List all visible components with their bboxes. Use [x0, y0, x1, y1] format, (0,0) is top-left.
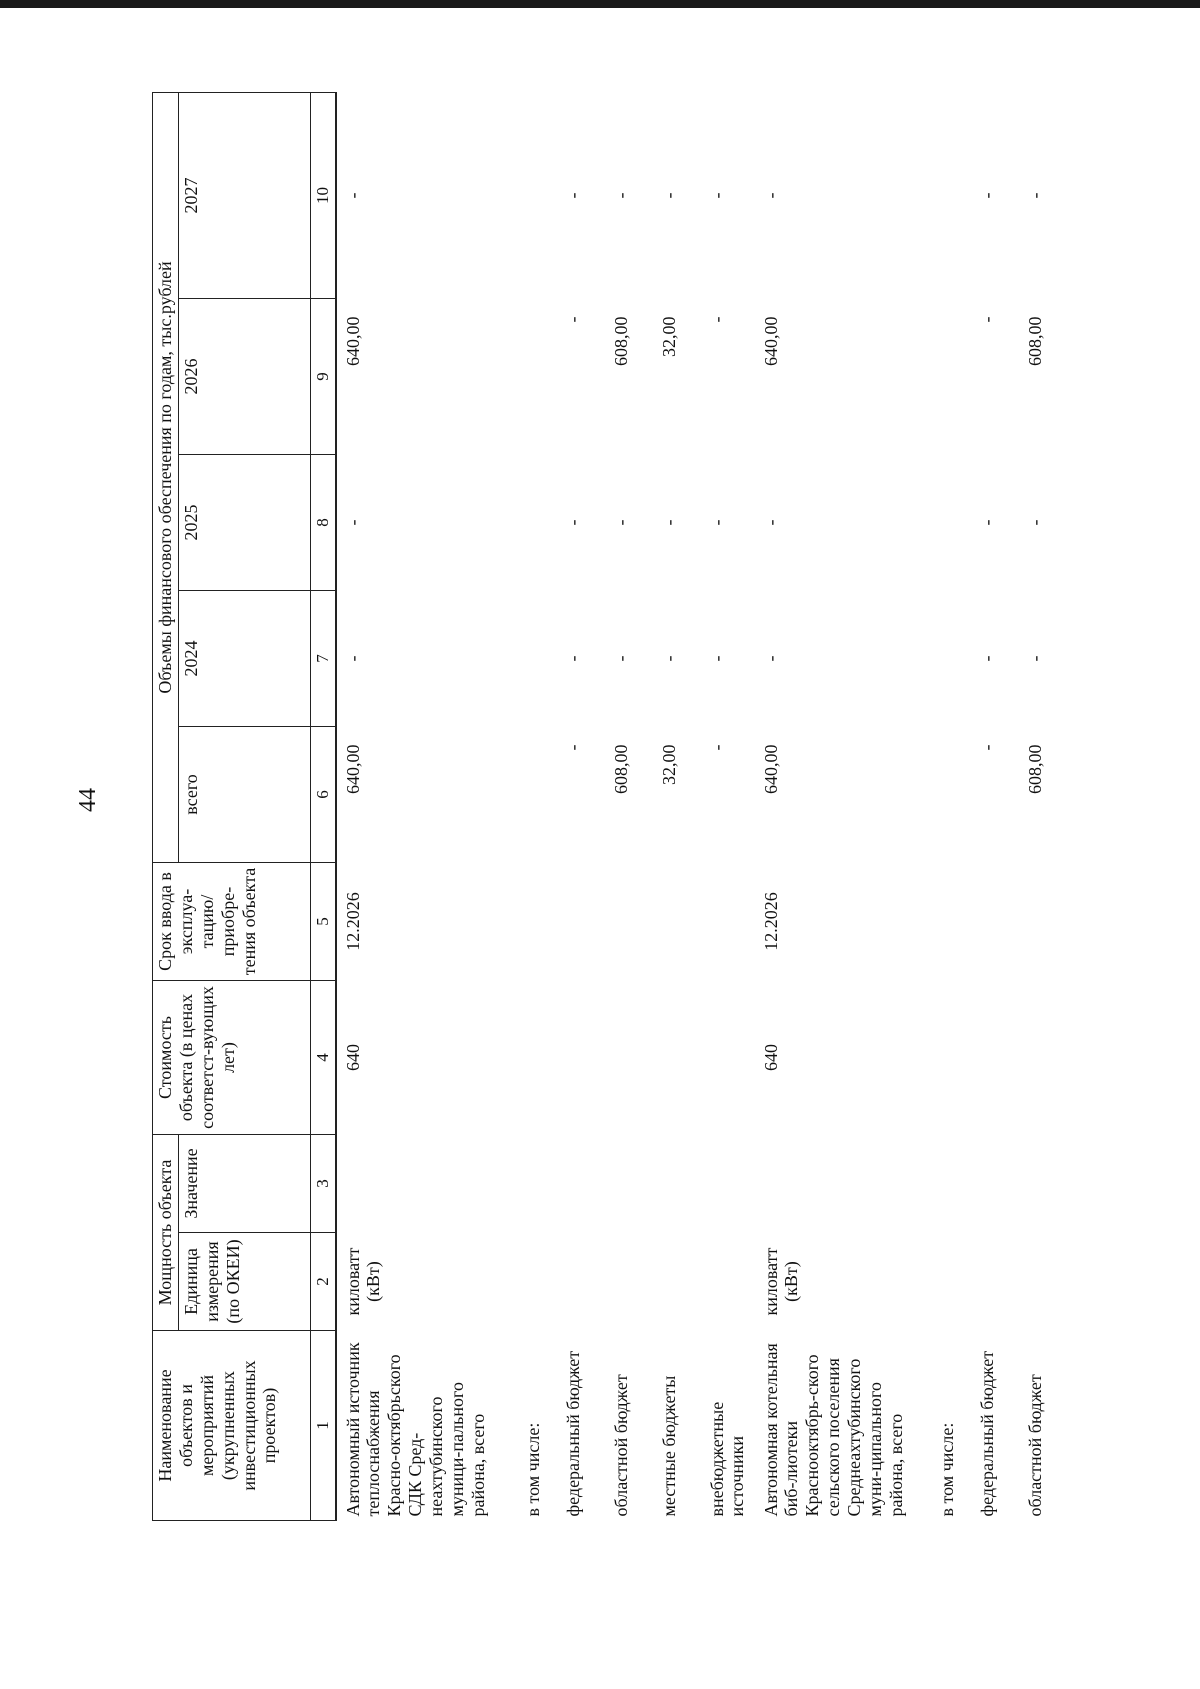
cost-cell: 640 [342, 1044, 363, 1071]
object-name: внебюджетные источники [706, 1401, 748, 1517]
total-cell: - [562, 744, 583, 751]
y2024-cell: - [658, 655, 679, 662]
commissioning-cell [523, 863, 563, 981]
unit-cell [659, 1233, 707, 1331]
cost-cell: 640 [760, 1044, 781, 1071]
object-name: областной бюджет [1024, 1374, 1045, 1517]
value-cell [611, 1135, 659, 1233]
commissioning-cell [659, 863, 707, 981]
header-capacity: Мощность объекта [153, 1135, 179, 1331]
col-number: 3 [310, 1135, 335, 1233]
y2027-cell [523, 93, 563, 299]
table-row [611, 93, 659, 1521]
unit-cell [977, 1233, 1025, 1331]
y2026-cell: 608,00 [610, 316, 631, 366]
col-number: 10 [310, 93, 335, 299]
unit-cell: киловатт (кВт) [760, 1247, 802, 1316]
unit-cell [1025, 1233, 1073, 1331]
object-name: федеральный бюджет [562, 1350, 583, 1517]
unit-cell [563, 1233, 611, 1331]
y2026-cell: 640,00 [760, 316, 781, 366]
value-cell [707, 1135, 755, 1233]
header-cost: Стоимость объекта (в ценах соответст-вующих лет) [153, 981, 311, 1135]
total-cell: 608,00 [1024, 744, 1045, 794]
header-total: всего [178, 727, 310, 863]
header-2026: 2026 [178, 299, 310, 455]
total-cell: - [976, 744, 997, 751]
header-2027: 2027 [178, 93, 310, 299]
object-name: Автономный источник теплоснабжения Красно-октябрьского СДК Сред-неахтубинского муници-пального района, всего [342, 1342, 488, 1517]
y2025-cell: - [706, 519, 727, 526]
commissioning-cell [937, 863, 977, 981]
y2024-cell [523, 591, 563, 727]
total-cell: 32,00 [658, 744, 679, 785]
y2025-cell: - [610, 519, 631, 526]
rotated-table-frame [152, 93, 1172, 1521]
cost-cell [523, 981, 563, 1135]
table-row [707, 93, 755, 1521]
header-2024: 2024 [178, 591, 310, 727]
y2027-cell: - [760, 192, 781, 199]
total-cell: 640,00 [342, 744, 363, 794]
object-name: в том числе: [522, 1422, 543, 1517]
header-funding: Объемы финансового обеспечения по годам, тыс.рублей [153, 93, 179, 863]
commissioning-cell [1025, 863, 1073, 981]
header-2025: 2025 [178, 455, 310, 591]
total-cell: 640,00 [760, 744, 781, 794]
y2025-cell: - [976, 519, 997, 526]
page-number: 44 [75, 788, 101, 812]
y2027-cell: - [658, 192, 679, 199]
table-row [937, 93, 977, 1521]
y2024-cell: - [706, 655, 727, 662]
value-cell [937, 1135, 977, 1233]
y2025-cell: - [1024, 519, 1045, 526]
y2027-cell: - [976, 192, 997, 199]
cost-cell [611, 981, 659, 1135]
y2027-cell: - [610, 192, 631, 199]
y2024-cell: - [342, 655, 363, 662]
unit-cell [707, 1233, 755, 1331]
table-row [1025, 93, 1073, 1521]
total-cell [937, 727, 977, 863]
table-row [336, 93, 523, 1521]
value-cell [755, 1135, 937, 1233]
commissioning-cell [611, 863, 659, 981]
total-cell [523, 727, 563, 863]
y2026-cell [523, 299, 563, 455]
commissioning-cell: 12.2026 [342, 892, 363, 951]
y2027-cell [937, 93, 977, 299]
cost-cell [977, 981, 1025, 1135]
y2027-cell: - [706, 192, 727, 199]
unit-cell [523, 1233, 563, 1331]
y2026-cell: - [562, 316, 583, 323]
y2026-cell: - [706, 316, 727, 323]
header-commissioning: Срок ввода в эксплуа-тацию/ приобре-тения объекта [153, 863, 311, 981]
cost-cell [659, 981, 707, 1135]
y2025-cell: - [562, 519, 583, 526]
y2025-cell [523, 455, 563, 591]
y2025-cell: - [342, 519, 363, 526]
object-name: Автономная котельная биб-лиотеки Краснооктябрь-ского сельского поселения Среднеахтубинского муни-ципального района, всего [760, 1343, 906, 1517]
value-cell [523, 1135, 563, 1233]
funding-table [152, 92, 1073, 1521]
cost-cell [707, 981, 755, 1135]
object-name: в том числе: [936, 1422, 957, 1517]
object-name: областной бюджет [610, 1374, 631, 1517]
commissioning-cell: 12.2026 [760, 892, 781, 951]
col-number: 7 [310, 591, 335, 727]
y2026-cell: - [976, 316, 997, 323]
y2026-cell: 608,00 [1024, 316, 1045, 366]
y2024-cell: - [610, 655, 631, 662]
y2024-cell [937, 591, 977, 727]
y2024-cell: - [1024, 655, 1045, 662]
object-name: местные бюджеты [658, 1375, 679, 1517]
table-row [563, 93, 611, 1521]
y2027-cell: - [342, 192, 363, 199]
value-cell [659, 1135, 707, 1233]
unit-cell [611, 1233, 659, 1331]
y2027-cell: - [562, 192, 583, 199]
col-number: 9 [310, 299, 335, 455]
commissioning-cell [707, 863, 755, 981]
y2025-cell [937, 455, 977, 591]
value-cell [1025, 1135, 1073, 1233]
header-unit: Единица измерения (по ОКЕИ) [178, 1233, 310, 1331]
table-row [659, 93, 707, 1521]
col-number: 6 [310, 727, 335, 863]
object-name: федеральный бюджет [976, 1350, 997, 1517]
y2025-cell: - [760, 519, 781, 526]
commissioning-cell [977, 863, 1025, 981]
y2026-cell [937, 299, 977, 455]
table-row [755, 93, 937, 1521]
y2024-cell: - [562, 655, 583, 662]
col-number: 1 [310, 1331, 335, 1521]
y2026-cell: 640,00 [342, 316, 363, 366]
col-number: 2 [310, 1233, 335, 1331]
unit-cell: киловатт (кВт) [342, 1247, 384, 1316]
header-name: Наименование объектов и мероприятий (укрупненных инвестиционных проектов) [153, 1331, 311, 1521]
total-cell: - [706, 744, 727, 751]
value-cell [977, 1135, 1025, 1233]
cost-cell [1025, 981, 1073, 1135]
col-number: 4 [310, 981, 335, 1135]
y2026-cell: 32,00 [658, 316, 679, 357]
y2027-cell: - [1024, 192, 1045, 199]
scan-edge [0, 0, 1200, 8]
total-cell: 608,00 [610, 744, 631, 794]
header-value: Значение [178, 1135, 310, 1233]
unit-cell [937, 1233, 977, 1331]
y2025-cell: - [658, 519, 679, 526]
cost-cell [563, 981, 611, 1135]
commissioning-cell [563, 863, 611, 981]
col-number: 8 [310, 455, 335, 591]
table-row [523, 93, 563, 1521]
value-cell [563, 1135, 611, 1233]
y2024-cell: - [976, 655, 997, 662]
y2024-cell: - [760, 655, 781, 662]
cost-cell [937, 981, 977, 1135]
value-cell [336, 1135, 523, 1233]
col-number: 5 [310, 863, 335, 981]
table-row [977, 93, 1025, 1521]
